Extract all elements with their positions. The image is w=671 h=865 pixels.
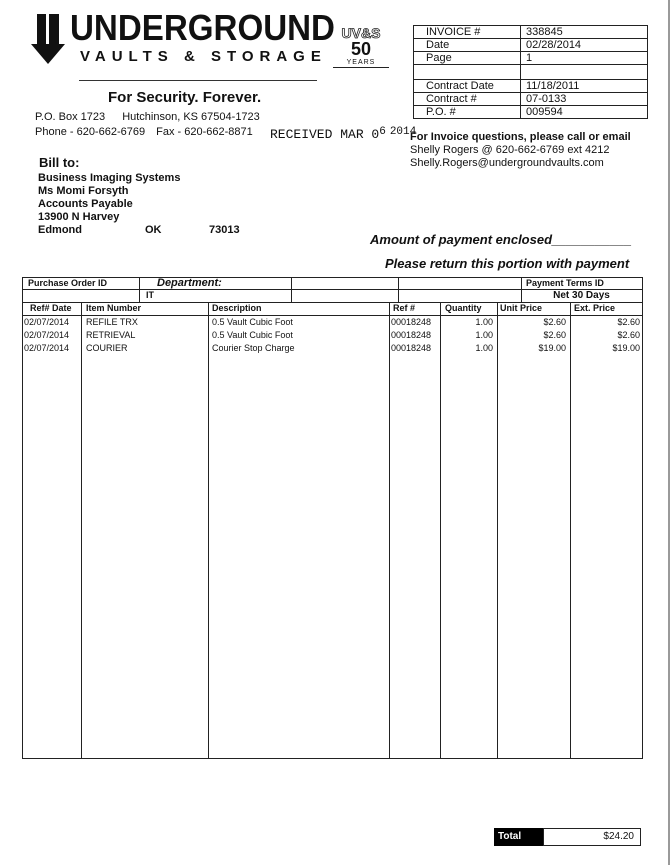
tagline bbox=[108, 89, 261, 107]
bill-to-department: Accounts Payable bbox=[38, 198, 133, 210]
invoice-info-row bbox=[414, 52, 648, 65]
page-edge bbox=[668, 0, 670, 865]
questions-heading: For Invoice questions, please call or email bbox=[410, 131, 631, 143]
invoice-number-label: INVOICE # bbox=[414, 26, 521, 39]
contract-number-value: 07-0133 bbox=[521, 93, 648, 106]
payment-terms-value: Net 30 Days bbox=[553, 290, 610, 301]
stamp-text: RECEIVED MAR 0 bbox=[270, 127, 380, 142]
bill-to-state: OK bbox=[145, 224, 162, 236]
row-quantity: 1.00 bbox=[475, 317, 493, 327]
contact-phone: Shelly Rogers @ 620-662-6769 ext 4212 bbox=[410, 144, 610, 156]
col-header-ref-date: Ref# Date bbox=[30, 303, 72, 313]
company-fax: Fax - 620-662-8871 bbox=[156, 126, 253, 138]
po-id-label: Purchase Order ID bbox=[28, 278, 108, 288]
invoice-info-table bbox=[413, 25, 648, 119]
total-label: Total bbox=[494, 828, 543, 846]
grid-line bbox=[440, 302, 441, 759]
grid-line bbox=[208, 302, 209, 759]
po-number-label: P.O. # bbox=[414, 106, 521, 119]
bill-to-zip: 73013 bbox=[209, 224, 240, 236]
contract-date-value: 11/18/2011 bbox=[521, 80, 648, 93]
grid-line bbox=[570, 302, 571, 759]
badge-bottom: YEARS bbox=[333, 58, 389, 68]
invoice-info-row bbox=[414, 106, 648, 119]
row-ext-price: $2.60 bbox=[617, 317, 640, 327]
row-ext-price: $2.60 bbox=[617, 330, 640, 340]
company-subtitle: VAULTS & STORAGE bbox=[80, 48, 327, 65]
company-name: UNDERGROUND bbox=[70, 7, 335, 48]
bill-to-address bbox=[38, 172, 240, 237]
bill-to-street: 13900 N Harvey bbox=[38, 211, 120, 223]
row-ref-date: 02/07/2014 bbox=[24, 317, 70, 327]
contact-email[interactable]: Shelly.Rogers@undergroundvaults.com bbox=[410, 157, 604, 169]
row-item-number: RETRIEVAL bbox=[86, 330, 136, 340]
total-value: $24.20 bbox=[543, 828, 641, 846]
col-header-item-number: Item Number bbox=[86, 303, 142, 313]
payment-terms-label: Payment Terms ID bbox=[526, 278, 604, 288]
badge-top: UV&S bbox=[341, 25, 381, 41]
company-name-wrap bbox=[70, 7, 335, 48]
city-state-zip: Hutchinson, KS 67504-1723 bbox=[122, 111, 260, 123]
blank-value bbox=[521, 65, 648, 80]
row-ref-number: 00018248 bbox=[391, 330, 432, 340]
bill-to-heading: Bill to: bbox=[39, 155, 80, 170]
row-item-number: REFILE TRX bbox=[86, 317, 138, 327]
bill-to-city-line bbox=[38, 224, 240, 237]
logo-bar-left bbox=[37, 14, 46, 48]
invoice-number-value: 338845 bbox=[521, 26, 648, 39]
col-header-unit-price: Unit Price bbox=[500, 303, 543, 313]
invoice-info-row bbox=[414, 26, 648, 39]
tagline-part2: Forever. bbox=[202, 89, 262, 106]
row-unit-price: $2.60 bbox=[543, 317, 566, 327]
logo-divider bbox=[79, 80, 317, 81]
row-ref-date: 02/07/2014 bbox=[24, 330, 70, 340]
row-ref-number: 00018248 bbox=[391, 343, 432, 353]
invoice-date-label: Date bbox=[414, 39, 521, 52]
grid-line bbox=[291, 277, 292, 302]
company-contact bbox=[35, 126, 253, 139]
row-ext-price: $19.00 bbox=[612, 343, 640, 353]
col-header-ext-price: Ext. Price bbox=[574, 303, 616, 313]
invoice-info-row bbox=[414, 65, 648, 80]
bill-to-company: Business Imaging Systems bbox=[38, 172, 181, 184]
grid-line bbox=[22, 315, 643, 316]
grid-line bbox=[22, 277, 23, 759]
anniversary-badge bbox=[333, 26, 389, 72]
department-value: IT bbox=[146, 290, 154, 300]
received-stamp bbox=[270, 127, 416, 143]
col-header-quantity: Quantity bbox=[445, 303, 482, 313]
company-address bbox=[35, 111, 260, 124]
contract-number-label: Contract # bbox=[414, 93, 521, 106]
blank-label bbox=[414, 65, 521, 80]
logo-bar-right bbox=[49, 14, 59, 48]
row-item-number: COURIER bbox=[86, 343, 128, 353]
grid-line bbox=[497, 302, 498, 759]
invoice-info-row bbox=[414, 80, 648, 93]
bill-to-attention: Ms Momi Forsyth bbox=[38, 185, 129, 197]
grid-line bbox=[81, 302, 82, 759]
return-note: Please return this portion with payment bbox=[385, 256, 630, 271]
col-header-ref-number: Ref # bbox=[393, 303, 416, 313]
row-ref-date: 02/07/2014 bbox=[24, 343, 70, 353]
grid-line bbox=[398, 277, 399, 302]
row-unit-price: $2.60 bbox=[543, 330, 566, 340]
bill-to-city: Edmond bbox=[38, 224, 82, 236]
department-label: Department: bbox=[157, 277, 222, 289]
row-description: Courier Stop Charge bbox=[212, 343, 295, 353]
row-unit-price: $19.00 bbox=[538, 343, 566, 353]
grid-line bbox=[22, 758, 643, 759]
po-box: P.O. Box 1723 bbox=[35, 111, 106, 123]
row-ref-number: 00018248 bbox=[391, 317, 432, 327]
grid-line bbox=[642, 277, 643, 759]
stamp-day: 6 bbox=[379, 126, 386, 138]
amount-enclosed: Amount of payment enclosed___________ bbox=[370, 232, 632, 247]
contract-date-label: Contract Date bbox=[414, 80, 521, 93]
row-quantity: 1.00 bbox=[475, 343, 493, 353]
stamp-year: 2014 bbox=[389, 126, 417, 138]
grid-line bbox=[389, 302, 390, 759]
row-description: 0.5 Vault Cubic Foot bbox=[212, 330, 293, 340]
page-label: Page bbox=[414, 52, 521, 65]
row-quantity: 1.00 bbox=[475, 330, 493, 340]
row-description: 0.5 Vault Cubic Foot bbox=[212, 317, 293, 327]
invoice-date-value: 02/28/2014 bbox=[521, 39, 648, 52]
col-header-description: Description bbox=[212, 303, 262, 313]
down-arrow-icon bbox=[31, 44, 67, 66]
company-phone: Phone - 620-662-6769 bbox=[35, 126, 146, 138]
badge-number: 50 bbox=[350, 39, 372, 59]
po-number-value: 009594 bbox=[521, 106, 648, 119]
invoice-info-row bbox=[414, 93, 648, 106]
invoice-info-row bbox=[414, 39, 648, 52]
grid-line bbox=[139, 277, 140, 302]
invoice-questions bbox=[410, 131, 631, 170]
tagline-part1: For Security. bbox=[108, 89, 199, 106]
page-value: 1 bbox=[521, 52, 648, 65]
